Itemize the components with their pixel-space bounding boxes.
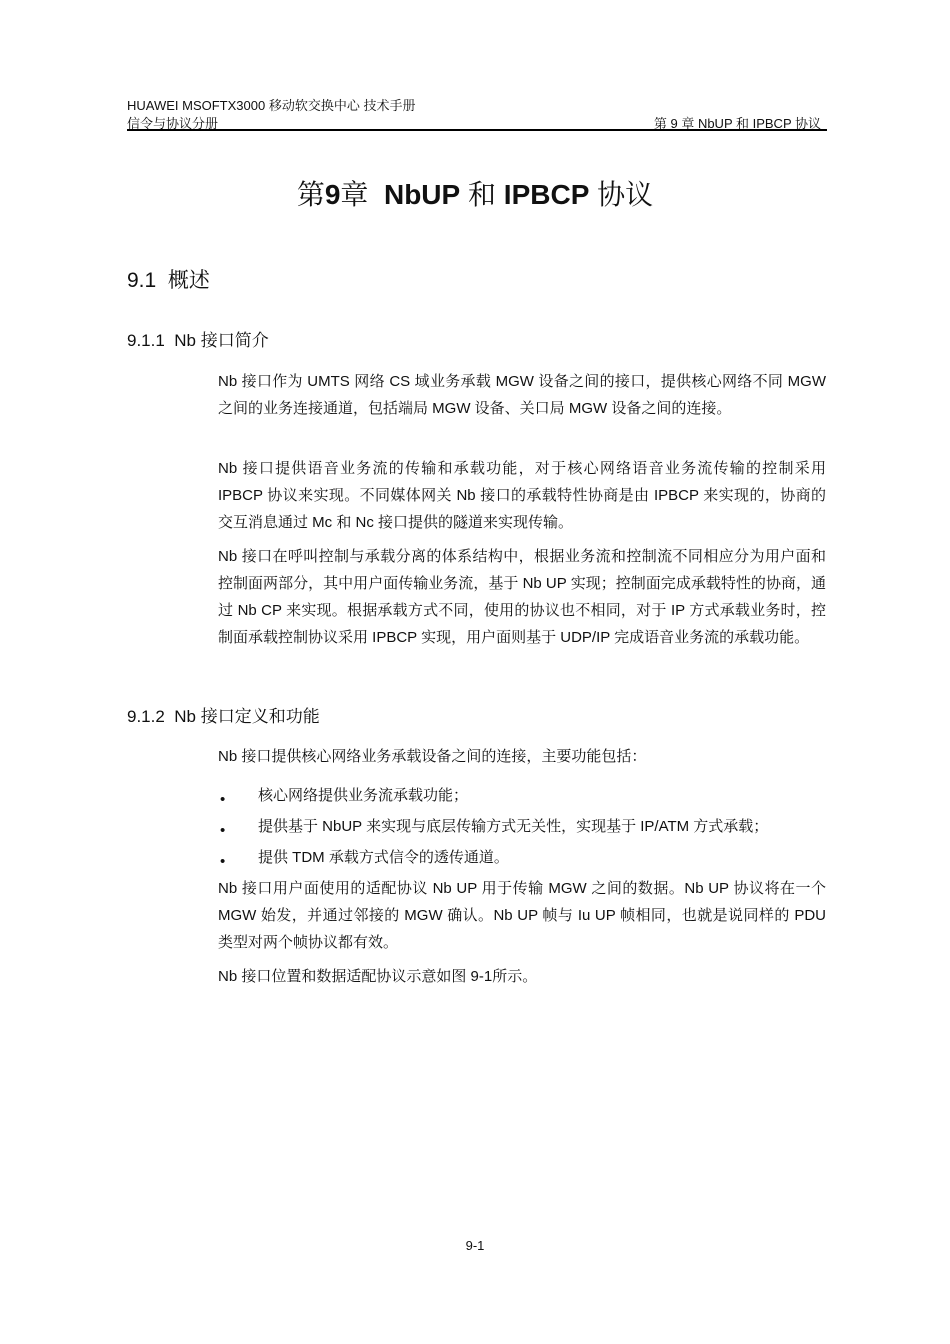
chapter-title <box>0 173 950 213</box>
header-chapter-title: 第 9 章 NbUP 和 IPBCP 协议 <box>653 116 821 131</box>
chapter-nbup: NbUP <box>383 179 461 210</box>
subsection-heading-1 <box>127 326 269 351</box>
subsection-title: Nb 接口定义和功能 <box>174 707 320 726</box>
section-title: 概述 <box>167 269 210 292</box>
header-manual-title: HUAWEI MSOFTX3000 移动软交换中心 技术手册 <box>127 98 416 113</box>
chapter-word: 章 <box>340 179 369 210</box>
chapter-number: 9 <box>324 179 341 210</box>
chapter-ipbcp: IPBCP <box>503 179 590 210</box>
chapter-suffix: 协议 <box>597 179 654 210</box>
running-header <box>127 113 827 131</box>
page-number: 9-1 <box>465 1238 485 1253</box>
bullet-icon: • <box>220 822 226 839</box>
chapter-and: 和 <box>468 179 497 210</box>
list-item-text: 提供 TDM 承载方式信令的透传通道。 <box>258 849 509 866</box>
bullet-icon: • <box>220 853 226 870</box>
subsection-heading-2 <box>127 702 320 727</box>
paragraph: Nb 接口用户面使用的适配协议 Nb UP 用于传输 MGW 之间的数据。Nb UP 协议将在一个 MGW 始发，并通过邻接的 MGW 确认。Nb UP 帧与 Iu UP 帧相同，也就是说同样的 PDU 类型对两个帧协议都有效。 <box>218 880 826 951</box>
section-heading <box>127 264 210 294</box>
paragraph: Nb 接口作为 UMTS 网络 CS 域业务承载 MGW 设备之间的接口，提供核心网络不同 MGW 之间的业务连接通道，包括端局 MGW 设备、关口局 MGW 设备之间的连接。 <box>218 373 826 417</box>
header-volume-title: 信令与协议分册 <box>127 116 219 131</box>
paragraph: Nb 接口位置和数据适配协议示意如图 9-1所示。 <box>218 968 538 985</box>
section-number: 9.1 <box>127 269 157 292</box>
bullet-icon: • <box>220 791 226 808</box>
paragraph: Nb 接口在呼叫控制与承载分离的体系结构中，根据业务流和控制流不同相应分为用户面和控制面两部分，其中用户面传输业务流，基于 Nb UP 实现；控制面完成承载特性的协商，通过 Nb CP 来实现。根据承载方式不同，使用的协议也不相同，对于 IP 方式承载业务时，控制面承载控制协议采用 IPBCP 实现，用户面则基于 UDP/IP 完成语音业务流的承载功能。 <box>218 548 826 646</box>
subsection-title: Nb 接口简介 <box>174 331 269 350</box>
chapter-prefix: 第 <box>296 179 325 210</box>
subsection-number: 9.1.1 <box>127 331 165 350</box>
list-item-text: 核心网络提供业务流承载功能； <box>258 787 469 804</box>
subsection-number: 9.1.2 <box>127 707 165 726</box>
list-item-text: 提供基于 NbUP 来实现与底层传输方式无关性，实现基于 IP/ATM 方式承载； <box>258 818 769 835</box>
paragraph: Nb 接口提供核心网络业务承载设备之间的连接，主要功能包括： <box>218 748 647 765</box>
paragraph: Nb 接口提供语音业务流的传输和承载功能，对于核心网络语音业务流传输的控制采用 IPBCP 协议来实现。不同媒体网关 Nb 接口的承载特性协商是由 IPBCP 来实现的，协商的交互消息通过 Mc 和 Nc 接口提供的隧道来实现传输。 <box>218 460 826 531</box>
